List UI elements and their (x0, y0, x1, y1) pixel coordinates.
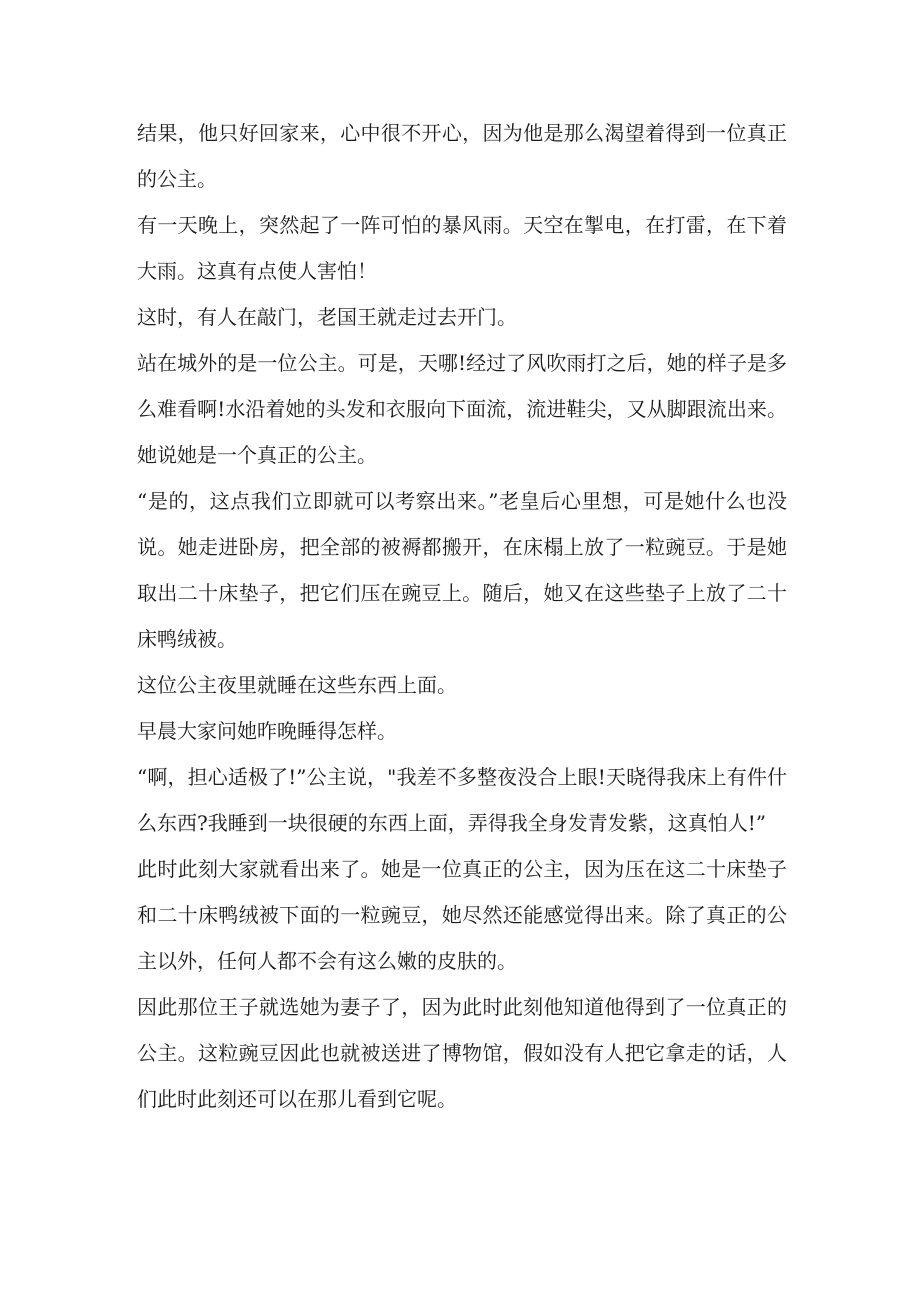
paragraph-10: 因此那位王子就选她为妻子了，因为此时此刻他知道他得到了一位真正的公主。这粒豌豆因此也就被送进了博物馆，假如没有人把它拿走的话，人们此时此刻还可以在那儿看到它呢。 (137, 995, 787, 1111)
paragraph-6: 这位公主夜里就睡在这些东西上面。 (137, 673, 457, 697)
paragraph-1: 结果，他只好回家来，心中很不开心，因为他是那么渴望着得到一位真正的公主。 (137, 121, 787, 191)
paragraph-2: 有一天晚上，突然起了一阵可怕的暴风雨。天空在掣电，在打雷，在下着大雨。这真有点使人害怕！ (137, 213, 787, 283)
paragraph-8: “啊，担心适极了!”公主说，"我差不多整夜没合上眼!天晓得我床上有件什么东西?我睡到一块很硬的东西上面，弄得我全身发青发紫，这真怕人!” (137, 765, 787, 835)
paragraph-7: 早晨大家问她昨晚睡得怎样。 (137, 719, 397, 743)
paragraph-5: “是的，这点我们立即就可以考察出来。”老皇后心里想，可是她什么也没说。她走进卧房，把全部的被褥都搬开，在床榻上放了一粒豌豆。于是她取出二十床垫子，把它们压在豌豆上。随后，她又在这些垫子上放了二十床鸭绒被。 (137, 489, 787, 651)
paragraph-4: 站在城外的是一位公主。可是，天哪!经过了风吹雨打之后，她的样子是多么难看啊!水沿着她的头发和衣服向下面流，流进鞋尖，又从脚跟流出来。她说她是一个真正的公主。 (137, 351, 787, 467)
paragraph-3: 这时，有人在敲门，老国王就走过去开门。 (137, 305, 517, 329)
document-body (137, 110, 787, 1122)
paragraph-9: 此时此刻大家就看出来了。她是一位真正的公主，因为压在这二十床垫子和二十床鸭绒被下面的一粒豌豆，她尽然还能感觉得出来。除了真正的公主以外，任何人都不会有这么嫩的皮肤的。 (137, 857, 787, 973)
